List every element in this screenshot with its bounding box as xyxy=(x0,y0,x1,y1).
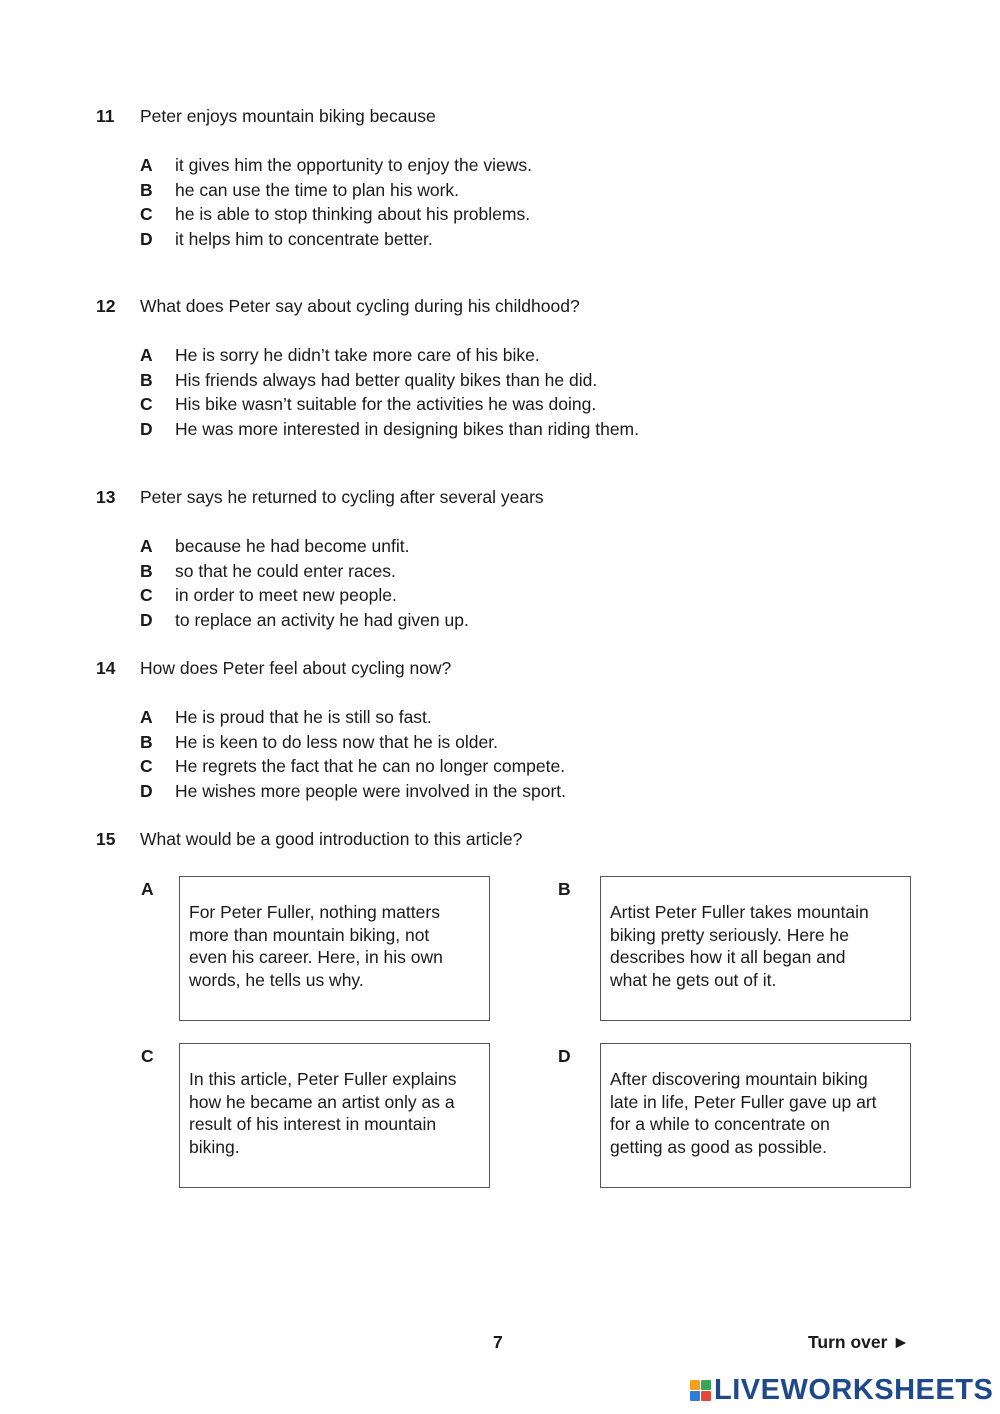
option-letter: C xyxy=(140,585,153,605)
option-text: so that he could enter races. xyxy=(175,560,396,581)
option-letter: C xyxy=(140,204,153,224)
box-line: result of his interest in mountain xyxy=(189,1114,437,1134)
option-letter: A xyxy=(140,536,153,556)
liveworksheets-watermark xyxy=(690,1372,993,1408)
option-text: He is proud that he is still so fast. xyxy=(175,707,432,727)
box-line: for a while to concentrate on xyxy=(610,1114,830,1134)
option-text: he can use the time to plan his work. xyxy=(175,179,460,200)
box-line: even his career. Here, in his own xyxy=(189,947,443,967)
turn-over-link[interactable]: Turn over ► xyxy=(808,1332,910,1352)
option-d[interactable] xyxy=(96,417,916,442)
box-letter-c: C xyxy=(141,1046,154,1066)
option-b[interactable] xyxy=(96,368,916,393)
option-letter: D xyxy=(140,228,153,249)
option-text: it gives him the opportunity to enjoy the views. xyxy=(175,155,532,175)
option-letter: D xyxy=(140,780,153,801)
option-d[interactable] xyxy=(96,779,916,804)
option-a[interactable] xyxy=(96,705,916,730)
option-letter: D xyxy=(140,609,153,630)
option-text: it helps him to concentrate better. xyxy=(175,228,433,249)
question-12 xyxy=(96,294,916,441)
option-d[interactable] xyxy=(96,608,916,633)
option-text: His friends always had better quality bikes than he did. xyxy=(175,369,598,390)
box-letter-d: D xyxy=(558,1046,571,1066)
option-letter: A xyxy=(140,707,153,727)
question-11 xyxy=(96,104,916,251)
box-line: biking. xyxy=(189,1136,240,1157)
question-text: How does Peter feel about cycling now? xyxy=(140,658,452,678)
box-line: how he became an artist only as a xyxy=(189,1091,455,1112)
question-text: What would be a good introduction to this article? xyxy=(140,829,523,849)
option-c[interactable] xyxy=(96,392,916,417)
option-text: because he had become unfit. xyxy=(175,536,410,556)
question-text: What does Peter say about cycling during his childhood? xyxy=(140,296,580,316)
box-line: more than mountain biking, not xyxy=(189,924,430,945)
box-line: words, he tells us why. xyxy=(189,969,364,990)
page-number: 7 xyxy=(493,1332,503,1352)
question-number: 15 xyxy=(96,829,116,849)
box-line: describes how it all began and xyxy=(610,947,846,967)
option-letter: B xyxy=(140,369,153,390)
option-letter: A xyxy=(140,155,153,175)
option-b[interactable] xyxy=(96,178,916,203)
intro-box-c[interactable] xyxy=(179,1043,490,1188)
question-13 xyxy=(96,485,916,632)
option-letter: B xyxy=(140,731,153,752)
question-number: 14 xyxy=(96,658,116,678)
option-text: He is sorry he didn’t take more care of his bike. xyxy=(175,345,540,365)
option-d[interactable] xyxy=(96,227,916,252)
option-letter: D xyxy=(140,418,153,439)
box-letter-a: A xyxy=(141,879,154,899)
option-c[interactable] xyxy=(96,583,916,608)
option-text: to replace an activity he had given up. xyxy=(175,609,469,630)
box-line: Artist Peter Fuller takes mountain xyxy=(610,902,869,922)
question-14 xyxy=(96,656,916,803)
option-a[interactable] xyxy=(96,343,916,368)
option-a[interactable] xyxy=(96,153,916,178)
question-number: 12 xyxy=(96,296,116,316)
option-b[interactable] xyxy=(96,559,916,584)
intro-box-d[interactable] xyxy=(600,1043,911,1188)
box-line: late in life, Peter Fuller gave up art xyxy=(610,1091,877,1112)
question-number: 11 xyxy=(96,106,115,126)
option-letter: A xyxy=(140,345,153,365)
option-text: He wishes more people were involved in the sport. xyxy=(175,780,567,801)
option-letter: C xyxy=(140,394,153,414)
intro-box-b[interactable] xyxy=(600,876,911,1021)
question-15 xyxy=(96,827,916,851)
option-letter: B xyxy=(140,179,153,200)
box-line: getting as good as possible. xyxy=(610,1136,827,1157)
watermark-text: LIVEWORKSHEETS xyxy=(714,1374,994,1406)
box-line: biking pretty seriously. Here he xyxy=(610,924,849,945)
option-text: he is able to stop thinking about his problems. xyxy=(175,204,531,224)
option-letter: B xyxy=(140,560,153,581)
option-letter: C xyxy=(140,756,153,776)
question-text: Peter says he returned to cycling after several years xyxy=(140,487,544,507)
intro-box-a[interactable] xyxy=(179,876,490,1021)
option-c[interactable] xyxy=(96,202,916,227)
box-letter-b: B xyxy=(558,879,571,899)
option-a[interactable] xyxy=(96,534,916,559)
option-text: His bike wasn’t suitable for the activities he was doing. xyxy=(175,394,597,414)
box-line: what he gets out of it. xyxy=(610,969,777,990)
option-text: He regrets the fact that he can no longer compete. xyxy=(175,756,566,776)
option-text: He was more interested in designing bikes than riding them. xyxy=(175,418,639,439)
box-line: After discovering mountain biking xyxy=(610,1069,868,1089)
liveworksheets-logo-icon xyxy=(690,1380,711,1401)
box-line: In this article, Peter Fuller explains xyxy=(189,1069,457,1089)
question-number: 13 xyxy=(96,487,116,507)
question-text: Peter enjoys mountain biking because xyxy=(140,106,436,126)
box-line: For Peter Fuller, nothing matters xyxy=(189,902,440,922)
option-b[interactable] xyxy=(96,730,916,755)
option-text: He is keen to do less now that he is older. xyxy=(175,731,498,752)
option-text: in order to meet new people. xyxy=(175,585,397,605)
option-c[interactable] xyxy=(96,754,916,779)
